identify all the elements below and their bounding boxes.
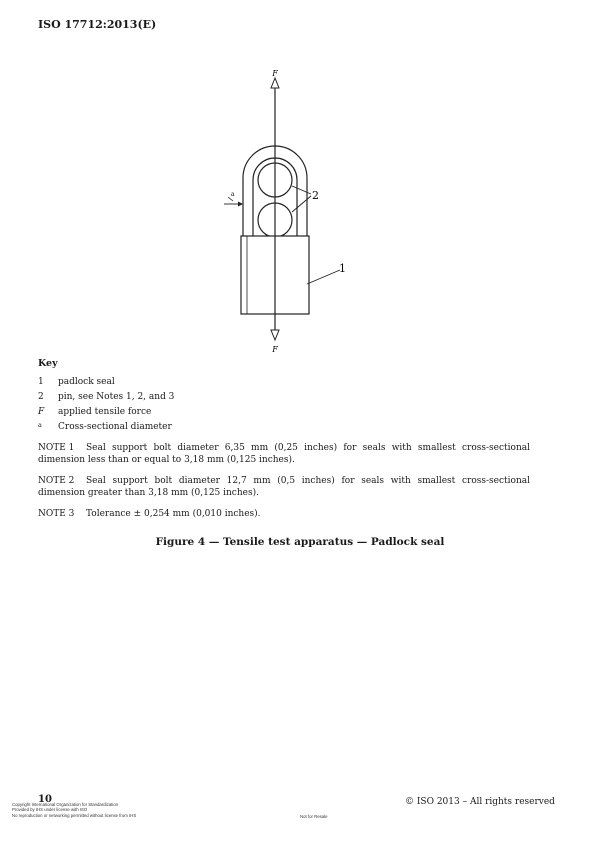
bottom-arrow-icon bbox=[271, 330, 279, 340]
key-symbol: 1 bbox=[38, 376, 44, 387]
key-row bbox=[38, 419, 174, 434]
note-label: NOTE 2 bbox=[38, 476, 75, 486]
license-line: Copyright International Organization for Standardization bbox=[12, 802, 119, 807]
seal-callout: 1 bbox=[339, 262, 346, 275]
top-arrow-icon bbox=[271, 78, 279, 88]
padlock-seal-diagram bbox=[200, 60, 360, 360]
force-label-bottom: F bbox=[272, 345, 278, 354]
key-row bbox=[38, 374, 174, 389]
license-line: No reproduction or networking permitted without license from IHS bbox=[12, 812, 137, 818]
diameter-callout: a bbox=[231, 191, 235, 198]
resale-notice: Not for Resale bbox=[300, 814, 328, 819]
pin-leader-lower bbox=[292, 196, 311, 212]
note-label: NOTE 1 bbox=[38, 443, 75, 453]
key-text: pin, see Notes 1, 2, and 3 bbox=[58, 391, 175, 402]
note-text: Tolerance ± 0,254 mm (0,010 inches). bbox=[86, 509, 261, 519]
padlock-seal-figure bbox=[200, 60, 360, 360]
note-3 bbox=[38, 508, 530, 520]
document-header: ISO 17712:2013(E) bbox=[38, 18, 157, 31]
figure-key bbox=[38, 358, 174, 434]
key-symbol: a bbox=[38, 420, 42, 429]
pin-leader-upper bbox=[292, 186, 311, 194]
note-1 bbox=[38, 442, 530, 466]
copyright-notice: © ISO 2013 – All rights reserved bbox=[405, 797, 555, 807]
key-title: Key bbox=[38, 358, 58, 369]
key-text: applied tensile force bbox=[58, 406, 152, 417]
diameter-arrow-icon bbox=[238, 202, 243, 207]
figure-caption: Figure 4 — Tensile test apparatus — Padlock seal bbox=[155, 536, 445, 548]
license-notice bbox=[12, 802, 136, 818]
pin-callout: 2 bbox=[312, 189, 319, 202]
key-text: padlock seal bbox=[58, 376, 115, 387]
note-label: NOTE 3 bbox=[38, 509, 75, 519]
key-symbol: 2 bbox=[38, 391, 44, 402]
key-symbol: F bbox=[38, 406, 45, 417]
key-row bbox=[38, 404, 174, 419]
license-line: Provided by IHS under license with ISO bbox=[12, 807, 88, 813]
key-text: Cross-sectional diameter bbox=[58, 421, 172, 432]
note-text: Seal support bolt diameter 6,35 mm (0,25 inches) for seals with smallest cross-sectional dimension less than or equal to 3,18 mm (0,125 inches). bbox=[38, 443, 530, 465]
seal-leader bbox=[307, 270, 340, 284]
force-label-top: F bbox=[272, 69, 278, 78]
notes-section bbox=[38, 442, 530, 529]
note-2 bbox=[38, 475, 530, 499]
key-row bbox=[38, 389, 174, 404]
page-number: 10 bbox=[38, 794, 52, 805]
note-text: Seal support bolt diameter 12,7 mm (0,5 inches) for seals with smallest cross-sectional dimension greater than 3,18 mm (0,125 inches). bbox=[38, 476, 530, 498]
